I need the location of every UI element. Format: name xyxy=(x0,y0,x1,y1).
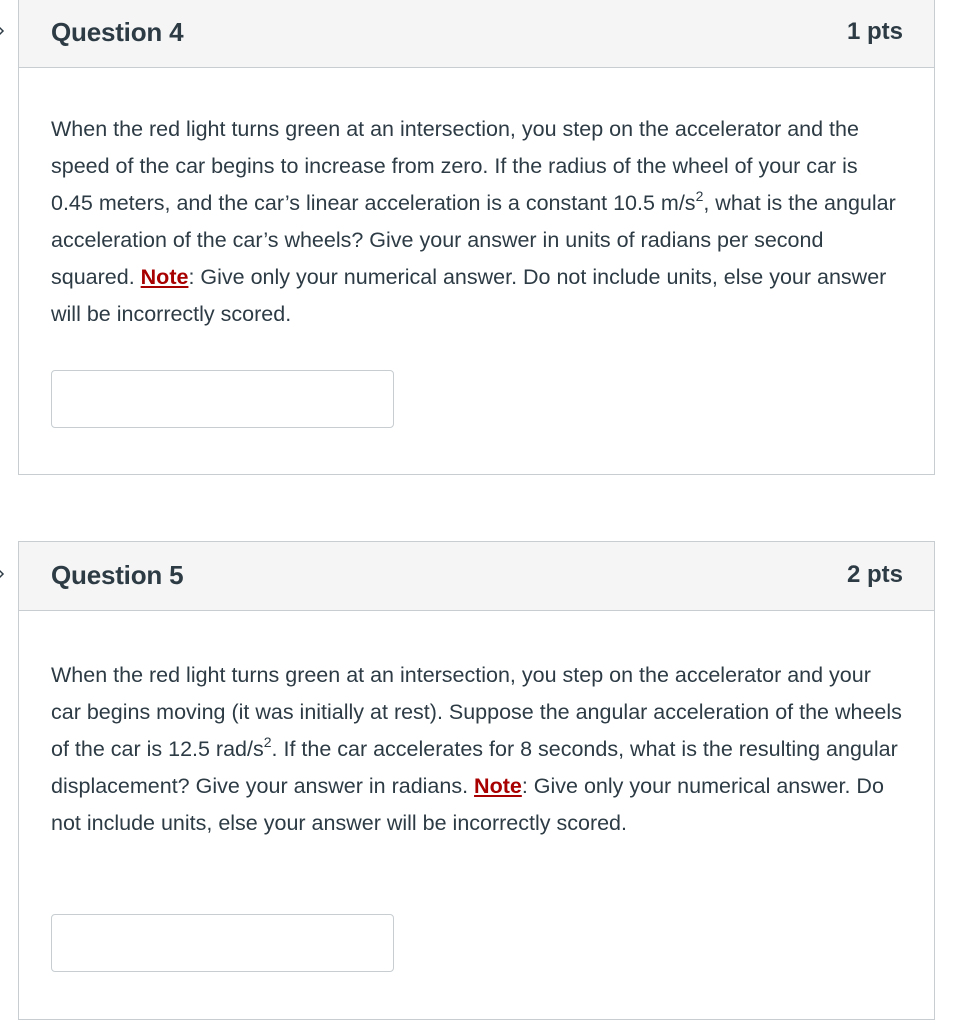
question-5-text-part1: When the red light turns green at an intersection, you step on the accelerator and your car begins moving (it was initially at rest). Suppose the angular acceleration of the wheels of the car is 12.5 rad/s xyxy=(51,663,902,761)
question-5-text xyxy=(51,611,902,842)
question-4-card xyxy=(18,0,935,475)
question-5-body xyxy=(19,611,934,1019)
question-4-note-label: Note xyxy=(140,265,189,289)
question-4-header xyxy=(19,0,934,68)
chevron-right-icon[interactable] xyxy=(0,568,7,580)
question-5-text-part3: : Give only your numerical answer. Do not include units, else your answer will be incorrectly scored. xyxy=(51,774,884,835)
question-4-superscript: 2 xyxy=(695,188,704,204)
question-5-points: 2 pts xyxy=(846,561,903,588)
chevron-right-icon[interactable] xyxy=(0,25,7,37)
question-4-points: 1 pts xyxy=(846,18,903,45)
question-5-card xyxy=(18,541,935,1020)
question-4-text-part3: : Give only your numerical answer. Do not include units, else your answer will be incorrectly scored. xyxy=(51,265,887,326)
question-4-answer-input[interactable] xyxy=(51,370,394,428)
question-5-answer-input[interactable] xyxy=(51,914,394,972)
question-4-title: Question 4 xyxy=(51,17,184,47)
question-4-text xyxy=(51,68,902,333)
question-5-note-label: Note xyxy=(474,774,522,798)
question-4-text-part2: , what is the angular acceleration of the car’s wheels? Give your answer in units of radians per second squared. xyxy=(51,191,896,289)
question-5-text-part2: . If the car accelerates for 8 seconds, what is the resulting angular displacement? Give your answer in radians. xyxy=(51,737,898,798)
question-5-header xyxy=(19,542,934,611)
question-4-text-part1: When the red light turns green at an intersection, you step on the accelerator and the speed of the car begins to increase from zero. If the radius of the wheel of your car is 0.45 meters, and the car’s linear acceleration is a constant 10.5 m/s xyxy=(51,117,859,215)
question-5-superscript: 2 xyxy=(263,734,272,750)
question-4-body xyxy=(19,68,934,474)
question-5-title: Question 5 xyxy=(51,560,184,590)
